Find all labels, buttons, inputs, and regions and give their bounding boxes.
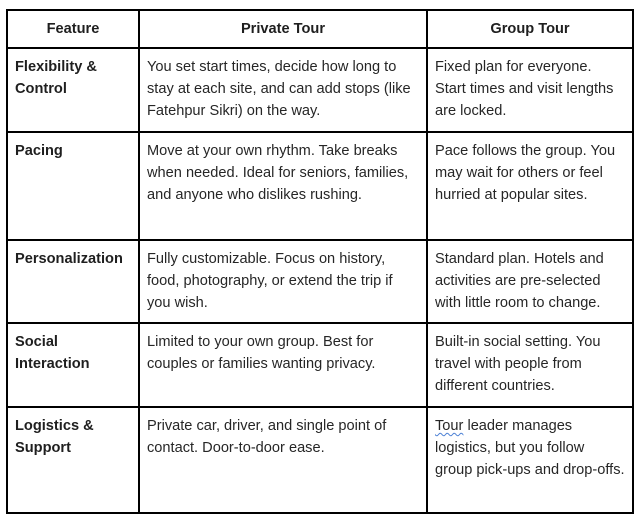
- group-tour-cell-text: leader manages logistics, but you follow group pick-ups and drop-offs.: [435, 418, 625, 478]
- header-feature: Feature: [7, 10, 139, 48]
- group-tour-cell: Built-in social setting. You travel with people from different countries.: [427, 323, 633, 407]
- private-tour-cell: Fully customizable. Focus on history, food, photography, or extend the trip if you wish.: [139, 240, 427, 323]
- header-group-tour: Group Tour: [427, 10, 633, 48]
- table-row: [7, 407, 633, 513]
- header-row: [7, 10, 633, 48]
- private-tour-cell: Limited to your own group. Best for couples or families wanting privacy.: [139, 323, 427, 407]
- feature-cell: Personalization: [7, 240, 139, 323]
- feature-cell: Pacing: [7, 132, 139, 240]
- comparison-table-container: [6, 9, 634, 514]
- comparison-table: [6, 9, 634, 514]
- group-tour-cell: Fixed plan for everyone. Start times and visit lengths are locked.: [427, 48, 633, 132]
- private-tour-cell: Move at your own rhythm. Take breaks when needed. Ideal for seniors, families, and anyone who dislikes rushing.: [139, 132, 427, 240]
- table-row: [7, 323, 633, 407]
- group-tour-cell: [427, 407, 633, 513]
- table-row: [7, 48, 633, 132]
- feature-cell: Logistics & Support: [7, 407, 139, 513]
- header-private-tour: Private Tour: [139, 10, 427, 48]
- group-tour-cell: Standard plan. Hotels and activities are pre-selected with little room to change.: [427, 240, 633, 323]
- feature-cell: Social Interaction: [7, 323, 139, 407]
- spellcheck-flagged-word[interactable]: Tour: [435, 418, 464, 434]
- private-tour-cell: Private car, driver, and single point of contact. Door-to-door ease.: [139, 407, 427, 513]
- feature-cell: Flexibility & Control: [7, 48, 139, 132]
- table-row: [7, 240, 633, 323]
- group-tour-cell: Pace follows the group. You may wait for others or feel hurried at popular sites.: [427, 132, 633, 240]
- private-tour-cell: You set start times, decide how long to stay at each site, and can add stops (like Fatehpur Sikri) on the way.: [139, 48, 427, 132]
- table-row: [7, 132, 633, 240]
